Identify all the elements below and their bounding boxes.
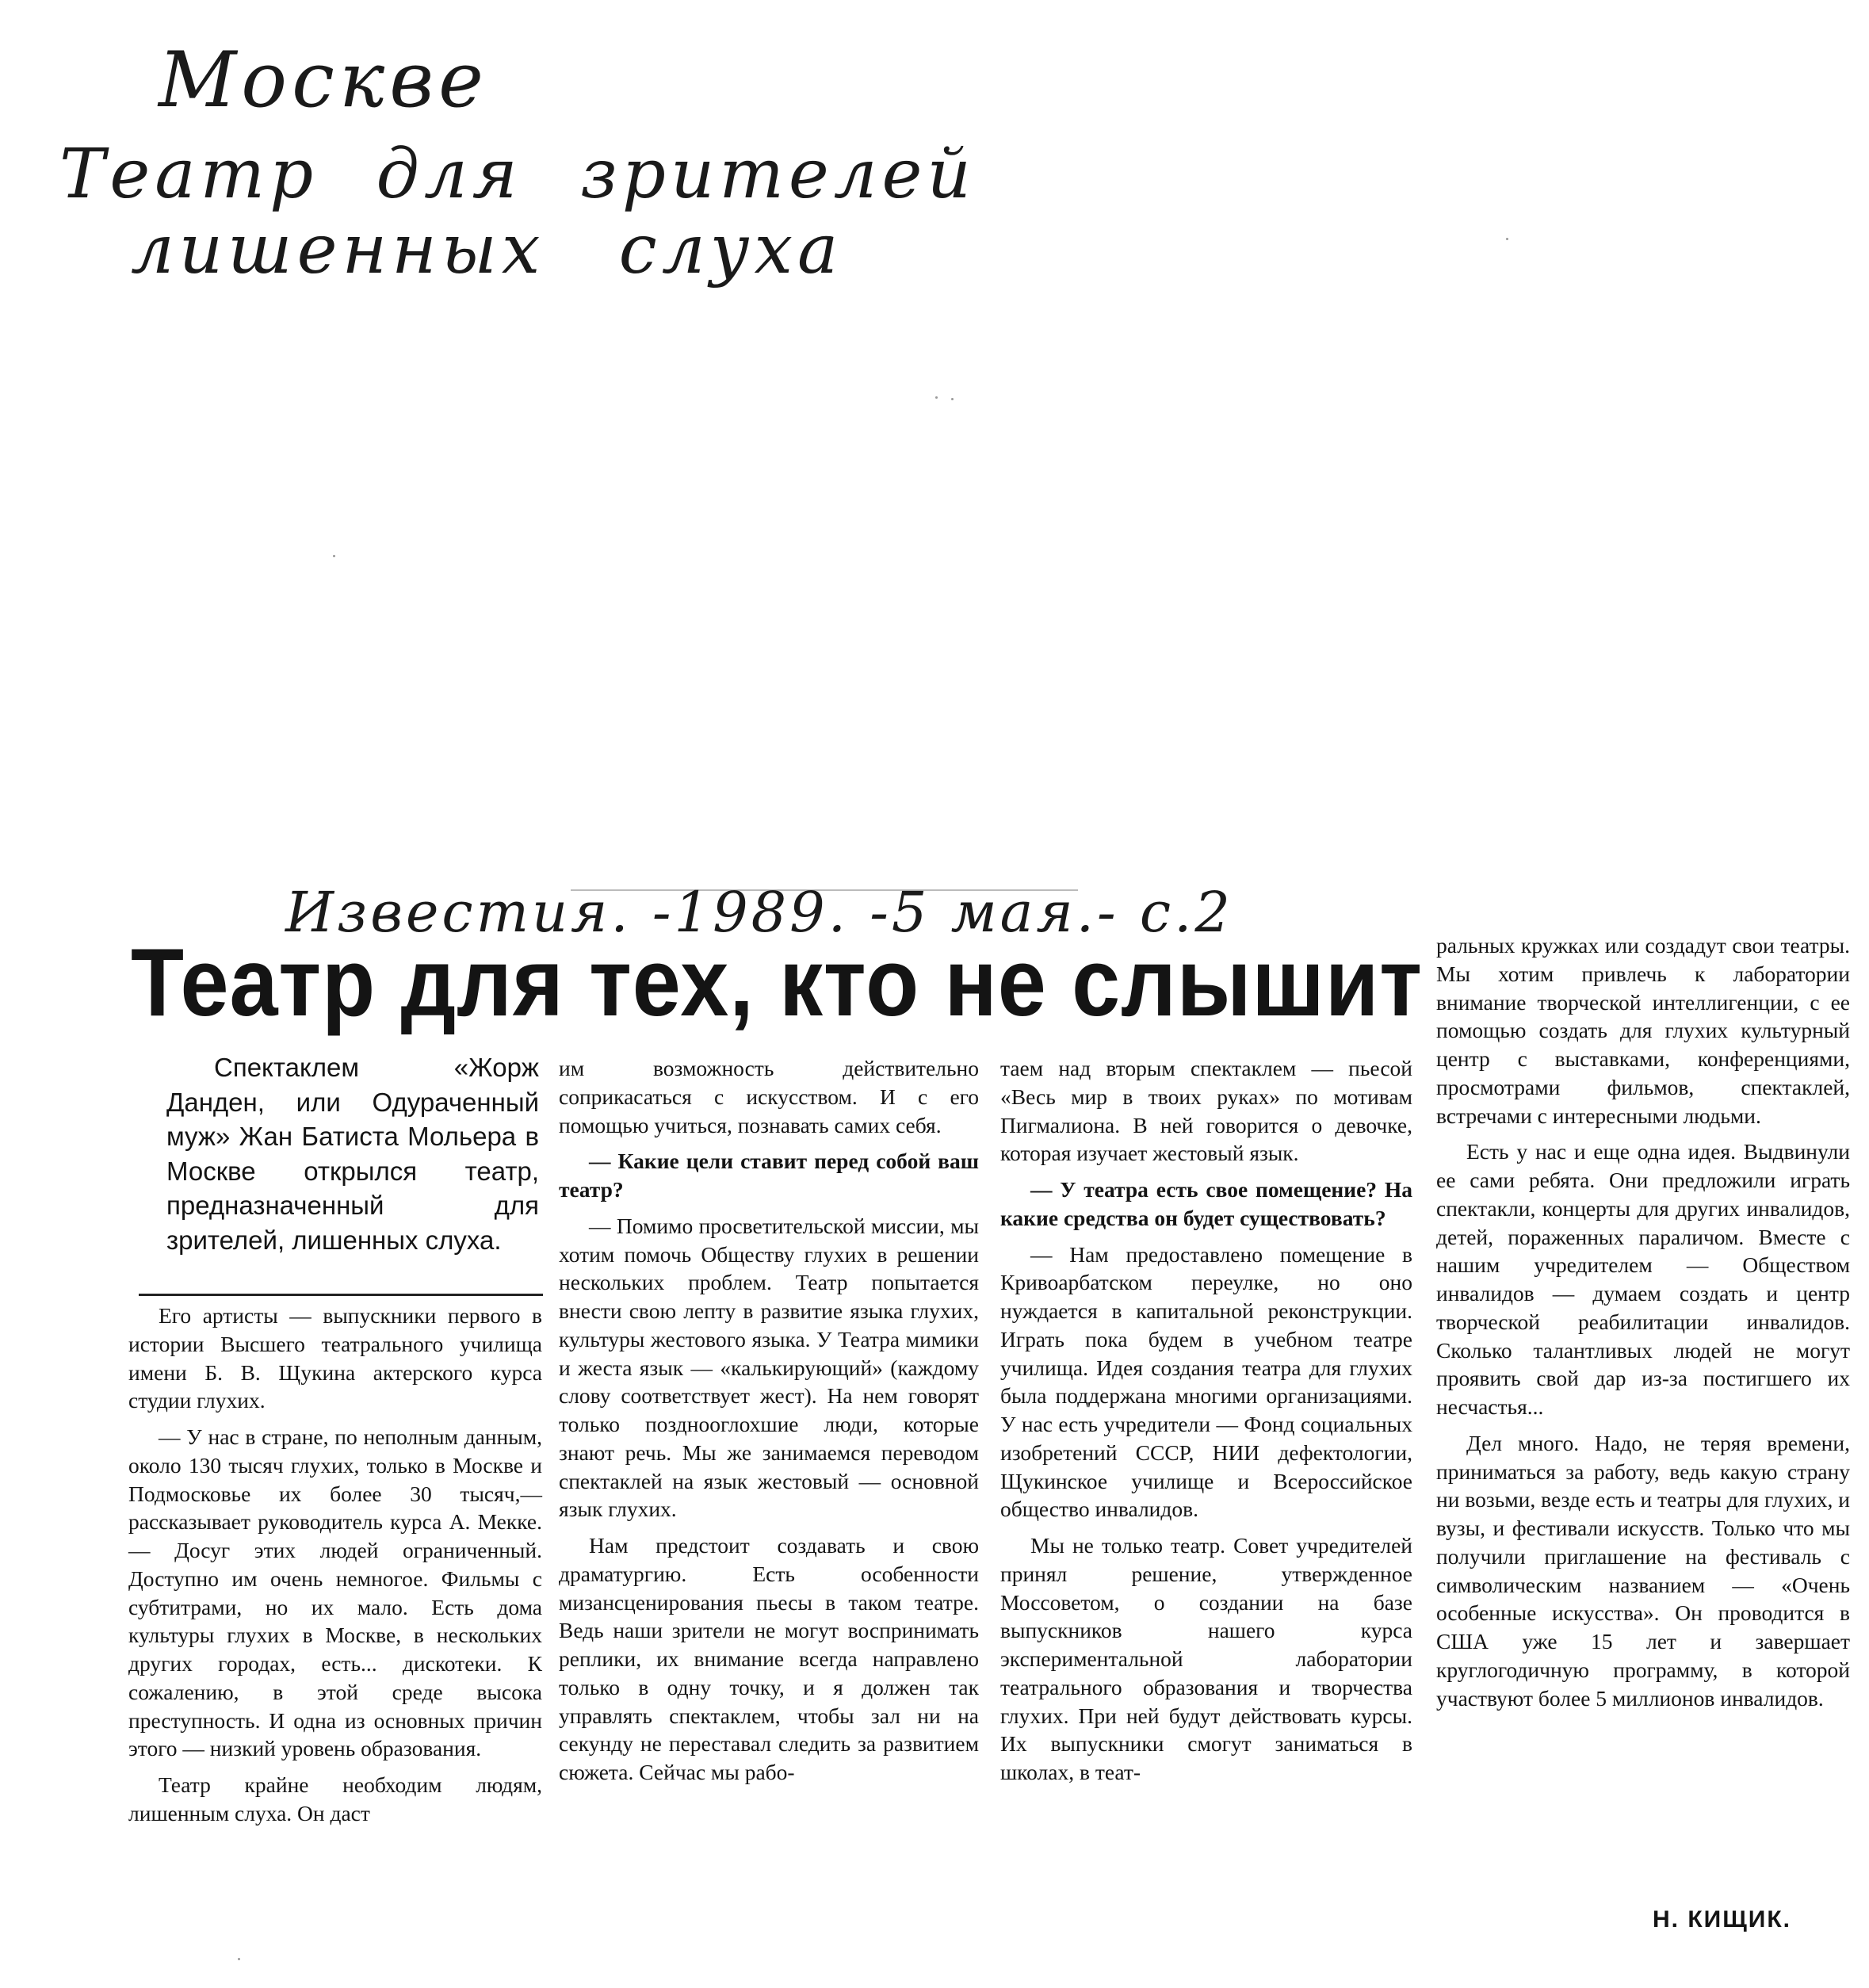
paragraph: — Нам предоставлено помещение в Кривоарбатском переулке, но оно нуждается в капитальной реконструкции. Играть пока будем в учебном театре училища. Идея создания театра для глухих была поддержана многими организациями. У нас есть учредители — Фонд социальных изобретений СССР, НИИ дефектологии, Щукинское училище и Всероссийское общество инвалидов. bbox=[1000, 1241, 1412, 1522]
paragraph: Театр крайне необходим людям, лишенным слуха. Он даст bbox=[128, 1772, 542, 1826]
paragraph: Есть у нас и еще одна идея. Выдвинули ее сами ребята. Они предложили играть спектакли, концерты для других инвалидов, детей, пораженных параличом. Вместе с нашим учредителем — Обществом инвалидов — думаем создать и центр творческой реабилитации инвалидов. Сколько талантливых людей не могут проявить свой дар из-за постигшего их несчастья... bbox=[1436, 1139, 1850, 1419]
paragraph: ральных кружках или создадут свои театры. Мы хотим привлечь к лаборатории внимание творческой интеллигенции, с ее помощью создать для глухих культурный центр с выставками, конференциями, просмотрами фильмов, спектаклей, встречами с интересными людьми. bbox=[1436, 933, 1850, 1128]
paragraph: Нам предстоит создавать и свою драматургию. Есть особенности мизансценирования пьесы в таком театре. Ведь наши зрители не могут воспринимать реплики, их внимание всегда направлено только в одну точку, и я должен так управлять спектаклем, чтобы зал ни на секунду не переставал следить за развитием сюжета. Сейчас мы рабо- bbox=[559, 1533, 979, 1784]
scan-speck bbox=[951, 398, 954, 400]
scan-speck bbox=[238, 1958, 240, 1960]
paragraph: Дел много. Надо, не теряя времени, приниматься за работу, ведь какую страну ни возьми, везде есть и театры для глухих, и вузы, и фестивали искусств. Только что мы получили приглашение на фестиваль с символическим названием — «Очень особенные искусства». Он проводится в США уже 15 лет и завершает круглогодичную программу, в которой участвуют более 5 миллионов инвалидов. bbox=[1436, 1430, 1850, 1711]
scan-speck bbox=[935, 396, 938, 399]
question: — Какие цели ставит перед собой ваш театр? bbox=[559, 1149, 979, 1202]
handwritten-note-city: Москве bbox=[159, 36, 488, 124]
article-column-2 bbox=[559, 1054, 979, 1795]
paragraph: — Помимо просветительской миссии, мы хотим помочь Обществу глухих в решении нескольких проблем. Театр попытается внести свою лепту в развитие языка глухих, культуры жестового языка. У Театра мимики и жеста язык — «калькирующий» (каждому слову соответствует жест). На нем говорят только позднооглохшие люди, которые знают речь. Мы же занимаемся переводом спектаклей на язык жестовый — основной язык глухих. bbox=[559, 1213, 979, 1522]
article-column-1 bbox=[128, 1302, 542, 1836]
handwritten-note-title-line2: лишенных слуха bbox=[131, 210, 843, 289]
paragraph: им возможность действительно соприкасаться с искусством. И с его помощью учиться, познавать самих себя. bbox=[559, 1056, 979, 1137]
paragraph: Мы не только театр. Совет учредителей принял решение, утвержденное Моссоветом, о создании на базе выпускников нашего курса экспериментальной лаборатории театрального образования и творчества глухих. При ней будут действовать курсы. Их выпускники смогут заниматься в школах, в теат- bbox=[1000, 1533, 1412, 1784]
handwritten-note-title-line1: Театр для зрителей bbox=[59, 135, 976, 214]
article-headline: Театр для тех, кто не слышит bbox=[131, 928, 1423, 1036]
article-byline: Н. КИЩИК. bbox=[1653, 1906, 1791, 1933]
lead-divider bbox=[139, 1294, 543, 1296]
paragraph: таем над вторым спектаклем — пьесой «Весь мир в твоих руках» по мотивам Пигмалиона. В ней говорится о девочке, которая изучает жестовый язык. bbox=[1000, 1056, 1412, 1166]
handwritten-source-citation: Известия. -1989. -5 мая.- с.2 bbox=[285, 880, 1233, 945]
article-lead: Спектаклем «Жорж Данден, или Одураченный муж» Жан Батиста Мольера в Москве открылся театр, предназначенный для зрителей, лишенных слуха. bbox=[166, 1053, 539, 1255]
question: — У театра есть свое помещение? На какие средства он будет существовать? bbox=[1000, 1177, 1412, 1230]
scan-speck bbox=[1506, 238, 1508, 240]
paragraph: Его артисты — выпускники первого в истории Высшего театрального училища имени Б. В. Щукина актерского курса студии глухих. bbox=[128, 1303, 542, 1413]
paragraph: — У нас в стране, по неполным данным, около 130 тысяч глухих, только в Москве и Подмосковье их более 30 тысяч,— рассказывает руководитель курса А. Мекке.— Досуг этих людей ограниченный. Доступно им очень немногое. Фильмы с субтитрами, но их мало. Есть дома культуры глухих в Москве, в нескольких других городах, есть... дискотеки. К сожалению, в этой среде высока преступность. И одна из основных причин этого — низкий уровень образования. bbox=[128, 1424, 542, 1761]
article-column-4 bbox=[1436, 931, 1850, 1720]
article-column-3 bbox=[1000, 1054, 1412, 1795]
scan-speck bbox=[333, 555, 335, 557]
